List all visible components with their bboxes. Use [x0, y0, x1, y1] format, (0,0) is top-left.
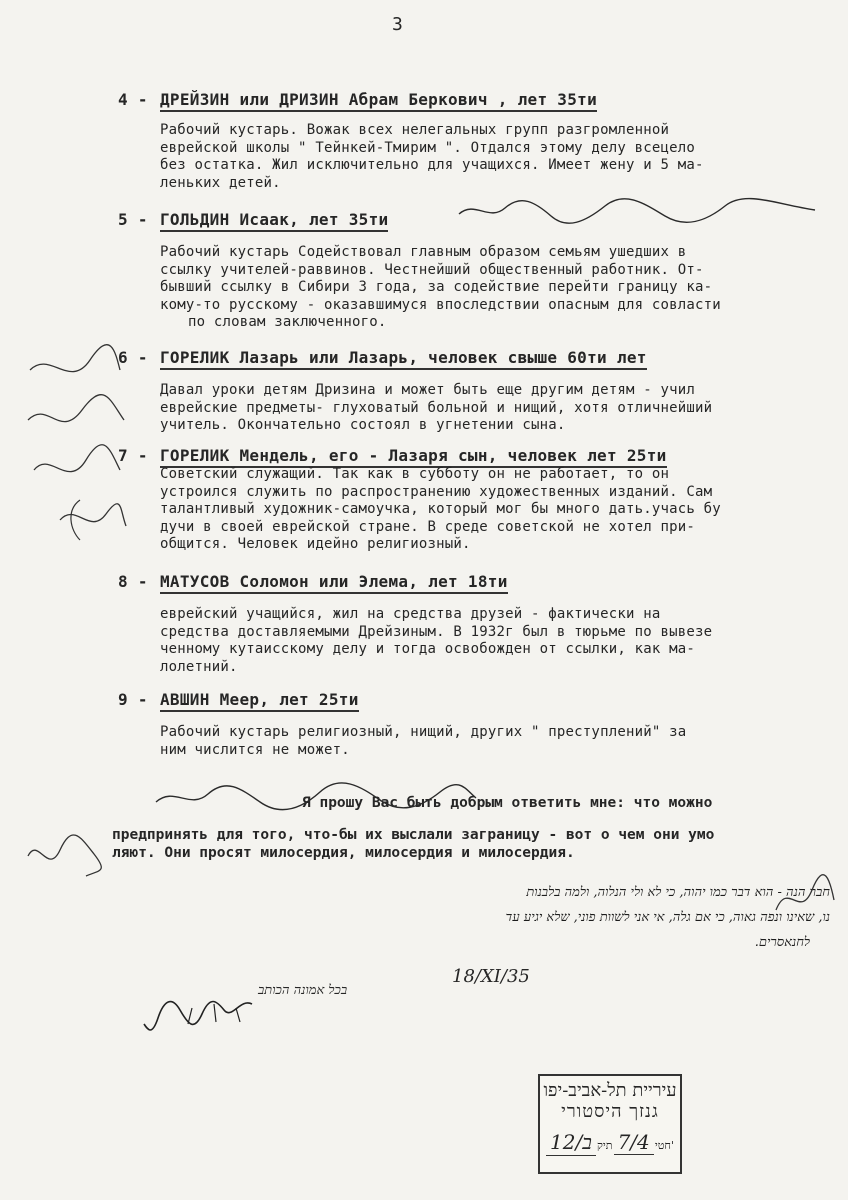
hebrew-handwritten-note: [140, 880, 830, 955]
item-heading-8: [118, 572, 508, 591]
stamp-line-2: גנזך היסטורי: [561, 1101, 659, 1122]
item-name: ГОЛЬДИН Исаак, лет 35ти: [160, 210, 388, 232]
note-line: לחנאסרים.: [754, 935, 810, 950]
item-body-6: [160, 382, 828, 435]
item-heading-4: [118, 90, 597, 109]
body-line: ссылку учителей-раввинов. Честнейший общественный работник. От-: [160, 261, 704, 278]
stamp-line-1: עיריית תל-אביב-יפו: [543, 1080, 677, 1101]
body-line: учитель. Окончательно состоял в угнетении сына.: [160, 417, 566, 433]
page-number: 3: [392, 14, 403, 35]
note-line: נו, שאינו ונפה גאוה, כי אם גלה, אי אני לשוות פוני, שלא יגיע עד: [505, 910, 830, 925]
body-line: ним числится не может.: [160, 741, 350, 758]
closing-line: предпринять для того, что-бы их выслали заграницу - вот о чем они умо: [112, 827, 715, 843]
body-line: по словам заключенного.: [188, 314, 387, 330]
body-line: лолетний.: [160, 658, 238, 675]
item-body-9: [160, 724, 828, 759]
margin-scribble-left: [20, 330, 130, 560]
body-line: Рабочий кустарь Содействовал главным образом семьям ушедших в: [160, 244, 687, 260]
body-line: средства доставляемыми Дрейзиным. В 1932г был в тюрьме по вывезе: [160, 623, 713, 640]
closing-line: Я прошу Вас быть добрым ответить мне: что можно: [302, 795, 713, 811]
body-line: кому-то русскому - оказавшимуся впоследствии опасным для совласти: [160, 296, 721, 313]
stamp-file-value: 7/4: [614, 1130, 654, 1155]
item-heading-9: [118, 690, 359, 709]
stamp-box-label: חטי': [654, 1139, 674, 1152]
archive-stamp: [538, 1074, 682, 1174]
item-name: ГОРЕЛИК Мендель, его - Лазаря сын, человек лет 25ти: [160, 446, 667, 468]
item-body-7: [160, 466, 828, 554]
item-body-4: [160, 122, 828, 192]
item-name: АВШИН Меер, лет 25ти: [160, 690, 359, 712]
item-number: 5 -: [118, 210, 148, 229]
body-line: леньких детей.: [160, 174, 281, 191]
stamp-box-value: ב/12: [546, 1130, 596, 1156]
body-line: Давал уроки детям Дризина и может быть еще другим детям - учил: [160, 382, 695, 398]
body-line: талантливый художник-самоучка, который мог бы много дать.учась бу: [160, 501, 721, 517]
item-heading-5: [118, 210, 388, 229]
handwritten-signature: [140, 990, 260, 1040]
item-number: 4 -: [118, 90, 148, 109]
item-heading-7: [118, 446, 667, 465]
body-line: ченному кутаисскому делу и тогда освобожден от ссылки, как ма-: [160, 641, 695, 657]
body-line: Рабочий кустарь. Вожак всех нелегальных групп разгромленной: [160, 122, 670, 138]
item-name: ДРЕЙЗИН или ДРИЗИН Абрам Беркович , лет 35ти: [160, 90, 597, 112]
body-line: еврейские предметы- глуховатый больной и нищий, хотя отличнейший: [160, 399, 713, 416]
body-line: еврейской школы " Тейнкей-Тмирим ". Отдался этому делу всецело: [160, 139, 695, 156]
interlinear-scribble-5: [455, 196, 825, 226]
body-line: еврейский учащийся, жил на средства друзей - фактически на: [160, 606, 661, 622]
margin-scribble-left-lower: [24, 826, 104, 886]
item-number: 9 -: [118, 690, 148, 709]
note-date: 18/XI/35: [452, 966, 530, 987]
note-line: חבר הנה - הוא דבר כמו יהוה, כי לא ולי הנלוה, ולמה בלבנות: [526, 885, 830, 900]
body-line: дучи в своей еврейской стране. В среде советской не хотел при-: [160, 518, 695, 535]
body-line: бывший ссылку в Сибири 3 года, за содействие перейти границу ка-: [160, 279, 713, 295]
body-line: устроился служить по распространению художественных изданий. Сам: [160, 483, 713, 500]
stamp-fields: [540, 1122, 680, 1156]
body-line: Рабочий кустарь религиозный, нищий, других " преступлений" за: [160, 724, 687, 740]
closing-line: ляют. Они просят милосердия, милосердия и милосердия.: [112, 845, 575, 861]
item-number: 8 -: [118, 572, 148, 591]
note-sign-off: בכל אמונה הכותב: [258, 983, 348, 998]
body-line: Советский служащий. Так как в субботу он не работает, то он: [160, 466, 670, 482]
body-line: без остатка. Жил исключительно для учащихся. Имеет жену и 5 ма-: [160, 157, 704, 173]
item-number: 7 -: [118, 446, 148, 465]
item-heading-6: [118, 348, 647, 367]
item-name: ГОРЕЛИК Лазарь или Лазарь, человек свыше 60ти лет: [160, 348, 647, 370]
item-number: 6 -: [118, 348, 148, 367]
interlinear-scribble-9: [150, 780, 480, 814]
item-name: МАТУСОВ Соломон или Элема, лет 18ти: [160, 572, 508, 594]
item-body-5: [160, 244, 828, 332]
margin-scribble-right: [770, 870, 840, 930]
body-line: общится. Человек идейно религиозный.: [160, 536, 471, 552]
stamp-file-label: תיק: [596, 1139, 613, 1152]
item-body-8: [160, 606, 828, 676]
